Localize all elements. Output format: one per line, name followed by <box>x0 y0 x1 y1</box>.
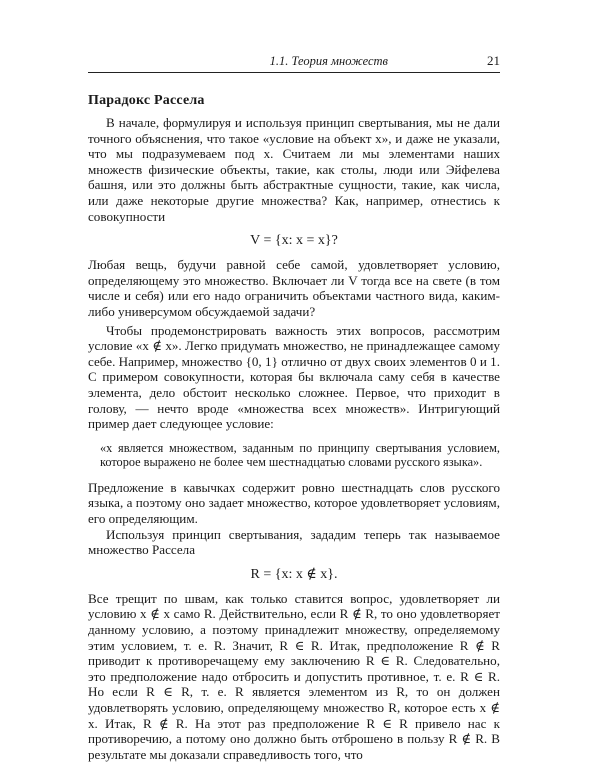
formula-r: R = {x: x ∉ x}. <box>250 566 338 582</box>
section-title: Парадокс Рассела <box>88 93 205 108</box>
paragraph-sixteen-words: Предложение в кавычках содержит ровно шестнадцать слов русского языка, а поэтому оно задает множество, которое удовлетворяет условиям, его определяющим. <box>88 479 500 527</box>
paragraph-russell-set: Используя принцип свертывания, зададим теперь так называемое множество Рассела <box>88 526 500 558</box>
paragraph-intro: В начале, формулируя и используя принцип свертывания, мы не дали точного объяснения, что такое «условие на объект x», и даже не указали, что мы подразумеваем под x. Считаем ли мы элементами наших множеств физические объекты, такие, как столы, люди или Эйфелева башня, или это должны быть абстрактные сущности, такие, как числа, или даже некоторые другие множества? Как, например, отнестись к совокупности <box>88 115 500 224</box>
paragraph-condition: Чтобы продемонстрировать важность этих вопросов, рассмотрим условие «x ∉ x». Легко придумать множество, не принадлежащее самому себе. Например, множество {0, 1} отлично от двух своих элементов 0 и 1. С примером совокупности, которая бы включала саму себя в качестве элемента, дело обстоит несколько сложнее. Первое, что приходит в голову, — нечто вроде «множества всех множеств». Интригующий пример дает следующее условие: <box>88 322 500 432</box>
paragraph-universe: Любая вещь, будучи равной себе самой, удовлетворяет условию, определяющему это множество. Включает ли V тогда все на свете (в том числе и себя) или его надо ограничить объектами частного вида, каким-либо универсумом обсуждаемой задачи? <box>88 257 500 319</box>
formula-v: V = {x: x = x}? <box>250 233 338 249</box>
page-number: 21 <box>487 53 500 68</box>
paragraph-contradiction: Все трещит по швам, как только ставится вопрос, удовлетворяет ли условию x ∉ x само R. Действительно, если R ∉ R, то оно удовлетворяет данному условию, а поэтому принадлежит множеству, определяемому этим условием, т. е. R. Значит, R ∈ R. Итак, предположение R ∉ R приводит к противоречащему ему заключению R ∈ R. Следовательно, это предположение надо отбросить и допустить противное, т. е. R ∈ R. Но если R ∈ R, т. е. R является элементом из R, то он должен удовлетворять условию, определяющему множество R, которое есть x ∉ x. Итак, R ∉ R. На этот раз предположение R ∈ R привело нас к противоречию, а потому оно должно быть отброшено в пользу R ∉ R. В результате мы доказали справедливость того, что <box>88 590 500 762</box>
running-head <box>88 52 500 73</box>
running-title: 1.1. Теория множеств <box>269 54 388 68</box>
book-page <box>88 52 500 762</box>
quoted-condition: «x является множеством, заданным по принципу свертывания условием, которое выражено не более чем шестнадцатью словами русского языка». <box>100 440 500 470</box>
